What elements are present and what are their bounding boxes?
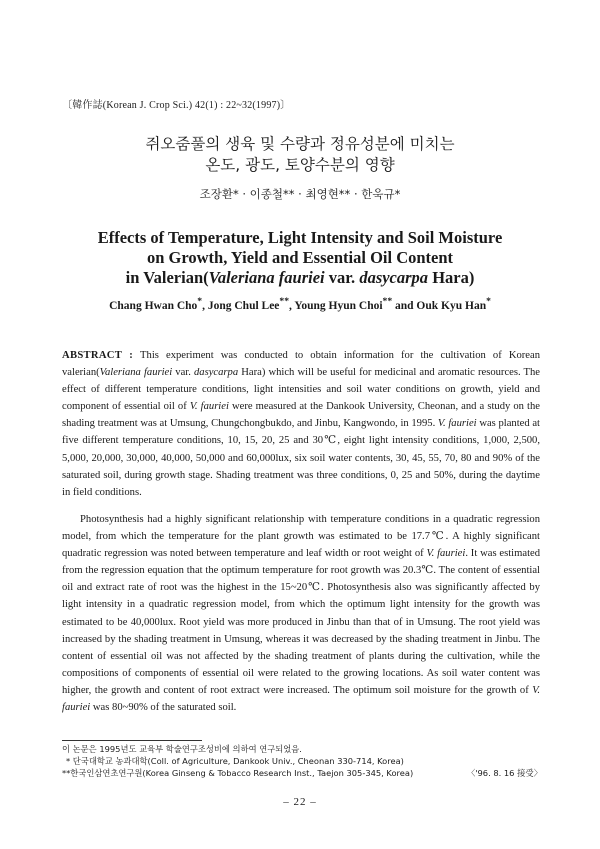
abstract-paragraph xyxy=(62,347,540,501)
footnote-affiliation-2: **한국인삼연초연구원(Korea Ginseng & Tobacco Research Inst., Taejon 305-345, Korea) xyxy=(62,768,414,778)
author-mark: * xyxy=(197,296,203,307)
english-title-line-3 xyxy=(0,268,600,288)
paragraph-text: was 80~90% of the saturated soil. xyxy=(90,702,237,714)
journal-citation: 〔韓作誌(Korean J. Crop Sci.) 42(1) : 22~32(1997)〕 xyxy=(62,100,291,111)
title-species: Valeriana fauriei xyxy=(208,268,325,287)
abstract-text: Hara) which will be useful for medicinal and aromatic resources. The effect of different temperature conditions, light intensities and soil water conditions on growth, yield and component of essential oil of xyxy=(62,367,541,413)
author-name: Chang Hwan Cho xyxy=(109,299,198,312)
korean-title-line-1: 쥐오줌풀의 생육 및 수량과 정유성분에 미치는 xyxy=(145,135,455,153)
english-title-line-2: on Growth, Yield and Essential Oil Content xyxy=(146,248,454,267)
author-separator: , xyxy=(202,299,208,312)
author-separator: , xyxy=(289,299,295,312)
footnote-funding: 이 논문은 1995년도 교육부 학술연구조성비에 의하여 연구되었음. xyxy=(62,744,302,754)
author-name: Jong Chul Lee xyxy=(207,299,280,312)
footnote-divider xyxy=(62,740,202,741)
abstract-text: was planted at five different temperature conditions, 10, 15, 20, 25 and 30℃, eight light intensity conditions, 1,000, 2,500, 5,000, 20,000, 30,000, 40,000, 50,000 and 60,000lux, six soil water contents, 30, 45, 55, 70, 80 and 90% of the saturated soil, during growth stage. Shading treatment was three conditions, 0, 25 and 50%, during the daytime in field conditions. xyxy=(62,418,541,498)
paragraph-italic: V. fauriei xyxy=(426,548,466,560)
abstract-text: var. xyxy=(172,367,194,379)
abstract-text: This experiment was conducted to obtain information for the cultivation of Korean valerian( xyxy=(62,350,540,379)
paragraph-italic: V. fauriei xyxy=(62,684,540,714)
abstract-italic: V. fauriei xyxy=(189,401,229,413)
paragraph-text: . It was estimated from the regression equation that the optimum temperature for root growth was 20.3℃. The content of essential oil and extract rate of root was the highest in the 15~20℃. Photosynthesis also was significantly affected by light intensity in a quadratic regression model, from which the optimum light intensity for the growth was estimated to be 40,000lux. Root yield was more produced in Jinbu than that of in Umsung. The root yield was increased by the shading treatment in Umsung, whereas it was decreased by the shading treatment in Jinbu. The content of essential oil was not affected by the shading treatment of plants during the cultivation, while the compositions of components of essential oil were related to the growing locations. As soil water content was higher, the growth and content of root extract were increased. The optimum soil moisture for the growth of xyxy=(62,548,541,696)
author-separator: and xyxy=(392,299,417,312)
title-text: Hara) xyxy=(428,268,475,287)
author-mark: ** xyxy=(382,296,393,307)
abstract-paragraph-2 xyxy=(62,511,540,716)
title-text: var. xyxy=(324,268,360,287)
received-date: 〈'96. 8. 16 接受〉 xyxy=(466,768,542,778)
english-title-line-1: Effects of Temperature, Light Intensity and Soil Moisture xyxy=(97,228,503,247)
english-authors xyxy=(0,296,600,312)
paragraph-text: Photosynthesis had a highly significant relationship with temperature conditions in a quadratic regression model, from which the temperature for the plant growth was estimated to be 17.7℃. A highly significant quadratic regression was noted between temperature and leaf width or root weight of xyxy=(62,514,540,560)
author-mark: ** xyxy=(279,296,289,307)
author-mark: * xyxy=(486,296,491,307)
abstract-italic: Valeriana fauriei xyxy=(99,367,173,379)
footnote-affiliation-1: * 단국대학교 농과대학(Coll. of Agriculture, Dankook Univ., Cheonan 330-714, Korea) xyxy=(66,756,404,766)
author-name: Young Hyun Choi xyxy=(294,299,383,312)
abstract-italic: dasycarpa xyxy=(194,367,239,379)
abstract-italic: V. fauriei xyxy=(437,418,477,430)
abstract-label: ABSTRACT : xyxy=(62,350,134,361)
author-name: Ouk Kyu Han xyxy=(416,299,487,312)
page-number: – 22 – xyxy=(283,796,317,808)
title-variety: dasycarpa xyxy=(359,268,429,287)
title-text: in Valerian( xyxy=(125,268,209,287)
korean-title-line-2: 온도, 광도, 토양수분의 영향 xyxy=(205,156,395,174)
abstract-text: were measured at the Dankook University, Cheonan, and a study on the shading treatment was at Umsung, Chungchongbukdo, and Jinbu, Kangwondo, in 1995. xyxy=(62,401,541,430)
korean-authors: 조장환* · 이종철** · 최영현** · 한욱규* xyxy=(199,187,401,201)
